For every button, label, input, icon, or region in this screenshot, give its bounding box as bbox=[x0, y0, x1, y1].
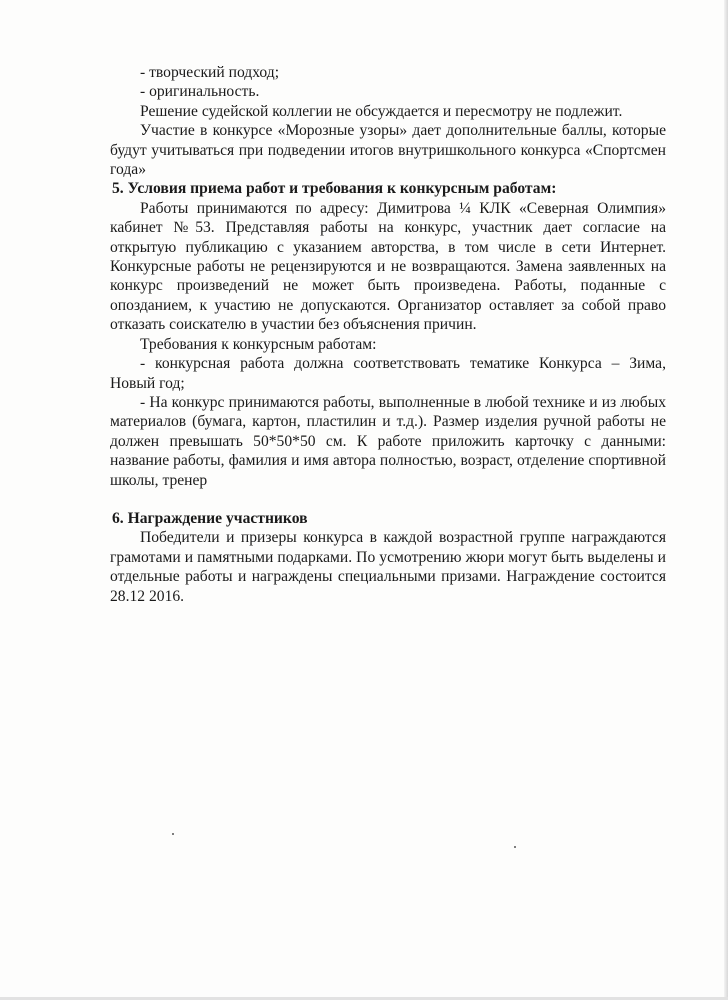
criterion-creative: - творческий подход; bbox=[140, 64, 280, 81]
requirement-materials: - На конкурс принимаются работы, выполненные в любой технике и из любых материалов (бумага, картон, пластилин и т.д.). Размер изделия ручной работы не должен превышать 50*50*50 см. К работе приложить карточку с данными: название работы, фамилия и имя автора полностью, возраст, отделение спортивной школы, тренер bbox=[110, 393, 666, 489]
page-edge-shadow bbox=[724, 0, 728, 1000]
section-6-heading: 6. Награждение участников bbox=[112, 509, 308, 527]
jury-decision-text: Решение судейской коллегии не обсуждается и пересмотру не подлежит. bbox=[140, 102, 623, 120]
scan-speck bbox=[514, 846, 516, 848]
section-spacer bbox=[110, 490, 666, 509]
scan-speck bbox=[172, 833, 174, 835]
section-5-paragraph: Работы принимаются по адресу: Димитрова ¼ КЛК «Северная Олимпия» кабинет №53. Представляя работы на конкурс, участник дает согласие на открытую публикацию с указанием авторства, в том числе в сети Интернет. Конкурсные работы не рецензируются и не возвращаются. Замена заявленных на конкурс произведений не может быть произведена. Работы, поданные с опозданием, к участию не допускаются. Организатор оставляет за собой право отказать соискателю в участии без объяснения причин. bbox=[110, 199, 666, 334]
criterion-originality: - оригинальность. bbox=[140, 83, 260, 101]
document-body bbox=[110, 63, 666, 606]
bonus-points-text: Участие в конкурсе «Морозные узоры» дает дополнительные баллы, которые будут учитываться при подведении итогов внутришкольного конкурса «Спортсмен года» bbox=[110, 122, 666, 179]
requirement-theme: - конкурсная работа должна соответствовать тематике Конкурса – Зима, Новый год; bbox=[110, 355, 666, 392]
section-6-paragraph: Победители и призеры конкурса в каждой возрастной группе награждаются грамотами и памятными подарками. По усмотрению жюри могут быть выделены и отдельные работы и награждены специальными призами. Награждение состоится 28.12 2016. bbox=[110, 529, 666, 605]
requirements-title: Требования к конкурсным работам: bbox=[140, 335, 377, 353]
section-5-heading: 5. Условия приема работ и требования к конкурсным работам: bbox=[112, 180, 557, 198]
